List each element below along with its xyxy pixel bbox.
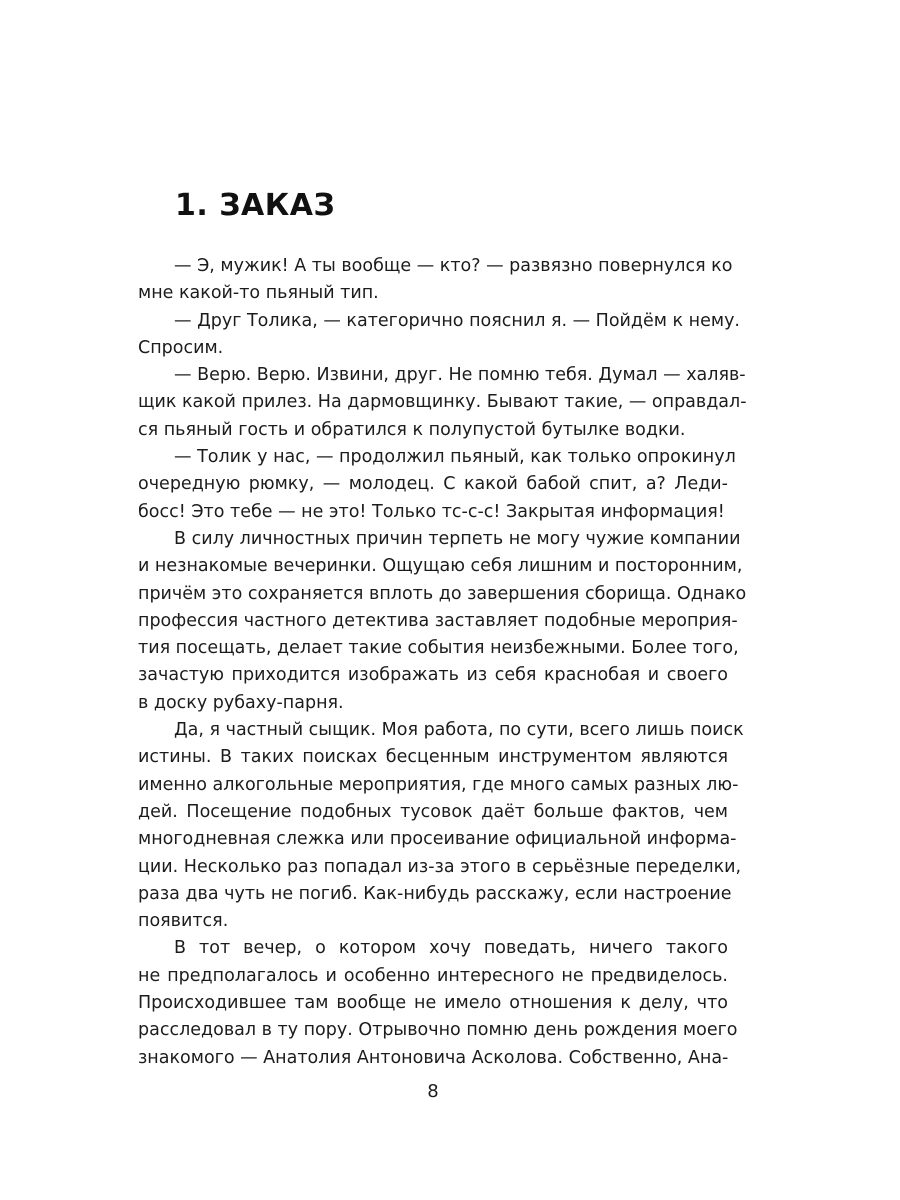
text-line: причём это сохраняется вплоть до завершения сборища. Однако — [138, 583, 747, 604]
text-line: — Верю. Верю. Извини, друг. Не помню тебя. Думал — халяв- — [174, 365, 746, 386]
text-line: Да, я частный сыщик. Моя работа, по сути, всего лишь поиск — [174, 720, 744, 741]
text-line: ции. Несколько раз попадал из-за этого в серьёзные переделки, — [138, 856, 742, 877]
text-line: многодневная слежка или просеивание официальной информа- — [138, 829, 737, 850]
text-line: Спросим. — [138, 337, 224, 358]
text-line: не предполагалось и особенно интересного не предвиделось. — [138, 965, 728, 986]
text-line: щик какой прилез. На дармовщинку. Бывают такие, — оправдал- — [138, 392, 747, 413]
paragraph — [138, 935, 738, 1071]
text-line: знакомого — Анатолия Антоновича Асколова. Собственно, Ана- — [138, 1047, 729, 1068]
text-line: ся пьяный гость и обратился к полупустой бутылке водки. — [138, 419, 686, 440]
text-line: профессия частного детектива заставляет подобные мероприя- — [138, 610, 738, 631]
paragraph — [138, 526, 747, 717]
text-line: — Э, мужик! А ты вообще — кто? — развязно повернулся ко — [174, 256, 733, 276]
text-line: появится. — [138, 911, 229, 932]
text-line: мне какой-то пьяный тип. — [138, 283, 379, 304]
paragraph — [138, 362, 747, 444]
text-line: — Толик у нас, — продолжил пьяный, как только опрокинул — [174, 447, 736, 468]
paragraph — [138, 308, 740, 363]
text-line: именно алкогольные мероприятия, где много самых разных лю- — [138, 774, 739, 795]
text-line: дей. Посещение подобных тусовок даёт больше фактов, чем — [138, 801, 728, 822]
text-line: тия посещать, делает такие события неизбежными. Более того, — [138, 638, 739, 659]
text-line: зачастую приходится изображать из себя краснобая и своего — [138, 665, 728, 686]
text-line: В тот вечер, о котором хочу поведать, ничего такого — [174, 938, 728, 959]
chapter-title: 1. ЗАКАЗ — [175, 188, 336, 223]
paragraph — [138, 253, 733, 308]
text-line: — Друг Толика, — категорично пояснил я. — Пойдём к нему. — [174, 310, 740, 331]
body-text — [138, 253, 747, 1072]
text-line: очередную рюмку, — молодец. С какой бабой спит, а? Леди- — [138, 474, 728, 495]
text-line: раза два чуть не погиб. Как-нибудь расскажу, если настроение — [138, 883, 732, 904]
text-line: и незнакомые вечеринки. Ощущаю себя лишним и посторонним, — [138, 556, 743, 577]
text-line: в доску рубаху-парня. — [138, 692, 344, 713]
text-line: В силу личностных причин терпеть не могу чужие компании — [174, 528, 741, 549]
text-line: расследовал в ту пору. Отрывочно помню день рождения моего — [138, 1020, 738, 1041]
paragraph — [138, 717, 744, 935]
text-line: истины. В таких поисках бесценным инструментом являются — [138, 747, 728, 768]
page-number: 8 — [427, 1081, 439, 1102]
text-line: босс! Это тебе — не это! Только тс-с-с! Закрытая информация! — [138, 501, 725, 522]
paragraph — [138, 444, 736, 526]
text-line: Происходившее там вообще не имело отношения к делу, что — [138, 993, 728, 1014]
